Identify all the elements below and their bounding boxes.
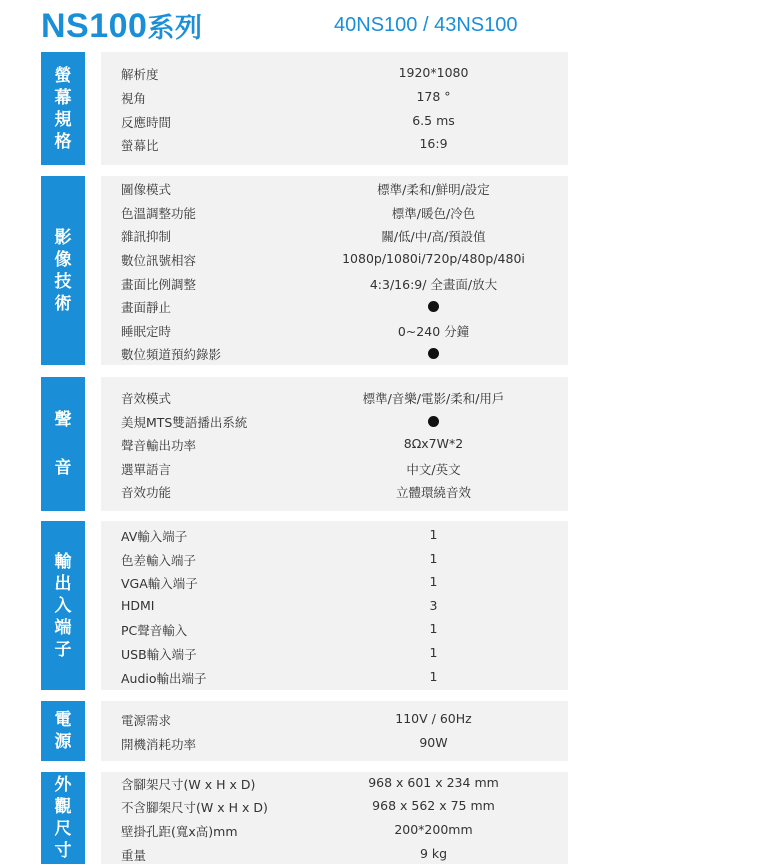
spec-row xyxy=(101,176,568,200)
spec-value: 1 xyxy=(429,668,438,684)
section-tab-char: 聲 xyxy=(54,410,72,430)
spec-value: 1 xyxy=(429,574,438,590)
spec-label: 雜訊抑制 xyxy=(121,229,172,245)
spec-row xyxy=(101,641,568,665)
spec-label: VGA輸入端子 xyxy=(121,576,198,592)
spec-row xyxy=(101,594,568,618)
section-tab-char: 子 xyxy=(54,639,72,660)
spec-label: 數位頻道預約錄影 xyxy=(121,347,222,363)
section-body xyxy=(101,772,568,864)
section-tab-char: 幕 xyxy=(54,87,72,108)
section-body xyxy=(101,521,568,690)
series-title xyxy=(41,6,202,46)
spec-row xyxy=(101,341,568,365)
spec-label: 聲音輸出功率 xyxy=(121,438,197,454)
section-tab xyxy=(41,521,85,690)
series-model: NS100 xyxy=(41,7,148,45)
spec-row xyxy=(101,771,568,795)
spec-value: 1 xyxy=(429,526,438,542)
spec-row xyxy=(101,617,568,641)
spec-value: 8Ωx7W*2 xyxy=(403,436,464,452)
spec-label: PC聲音輸入 xyxy=(121,623,188,639)
section-tab-char: 術 xyxy=(54,293,72,314)
section-tab-char: 出 xyxy=(54,573,72,594)
model-numbers: 40NS100 / 43NS100 xyxy=(334,14,518,36)
spec-row xyxy=(101,109,568,133)
header xyxy=(0,0,770,52)
spec-label: 壁掛孔距(寬x高)mm xyxy=(121,824,238,839)
spec-value: 關/低/中/高/預設值 xyxy=(381,229,486,245)
spec-row xyxy=(101,794,568,818)
spec-label: 電源需求 xyxy=(121,713,172,729)
spec-label: 睡眠定時 xyxy=(121,323,172,339)
section-tab xyxy=(41,52,85,165)
spec-value: 中文/英文 xyxy=(406,461,461,477)
section-tab xyxy=(41,176,85,365)
spec-value: 1 xyxy=(429,550,438,566)
spec-label: 畫面靜止 xyxy=(121,300,172,316)
spec-value: 標準/暖色/冷色 xyxy=(391,205,476,221)
spec-value: 1080p/1080i/720p/480p/480i xyxy=(342,250,525,266)
spec-label: 音效功能 xyxy=(121,485,172,501)
spec-value xyxy=(261,345,606,360)
section-tab xyxy=(41,377,85,511)
section-tab xyxy=(41,701,85,761)
section-dimensions xyxy=(41,772,568,864)
spec-value xyxy=(261,413,606,428)
spec-value: 178 ° xyxy=(416,88,451,104)
section-screen-spec xyxy=(41,52,568,165)
section-tab-char: 影 xyxy=(54,227,72,248)
spec-row xyxy=(101,523,568,547)
spec-label: 不含腳架尺寸(W x H x D) xyxy=(121,800,268,816)
section-tab-char: 規 xyxy=(54,109,72,130)
spec-row xyxy=(101,547,568,571)
series-suffix: 系列 xyxy=(147,13,203,44)
section-tab-char: 端 xyxy=(54,617,72,638)
supported-dot-icon xyxy=(428,348,439,359)
spec-row xyxy=(101,665,568,689)
spec-label: 反應時間 xyxy=(121,114,172,130)
spec-value: 968 x 601 x 234 mm xyxy=(368,774,499,790)
spec-row xyxy=(101,223,568,247)
spec-row xyxy=(101,456,568,480)
spec-value: 110V / 60Hz xyxy=(395,711,472,727)
spec-label: 含腳架尺寸(W x H x D) xyxy=(121,776,256,792)
section-body xyxy=(101,377,568,511)
spec-row xyxy=(101,294,568,318)
spec-value: 6.5 ms xyxy=(412,112,455,128)
spec-row xyxy=(101,247,568,271)
spec-label: 色溫調整功能 xyxy=(121,205,197,221)
spec-value: 立體環繞音效 xyxy=(395,485,471,501)
spec-label: Audio輸出端子 xyxy=(121,670,207,686)
spec-label: 美規MTS雙語播出系統 xyxy=(121,414,248,430)
spec-value: 9 kg xyxy=(419,845,448,861)
section-tab-char: 技 xyxy=(54,271,72,292)
spec-label: 重量 xyxy=(121,847,147,863)
section-tab-char: 輸 xyxy=(54,551,72,572)
spec-row xyxy=(101,271,568,295)
section-body xyxy=(101,52,568,165)
spec-label: 色差輸入端子 xyxy=(121,552,197,568)
section-power xyxy=(41,701,568,761)
section-tab-char: 音 xyxy=(54,458,72,478)
spec-row xyxy=(101,479,568,503)
spec-label: 音效模式 xyxy=(121,391,172,406)
spec-row xyxy=(101,385,568,409)
section-tab-char: 寸 xyxy=(54,841,72,861)
section-tab-char: 外 xyxy=(54,775,72,795)
spec-label: 視角 xyxy=(121,90,147,106)
spec-row xyxy=(101,731,568,755)
spec-row xyxy=(101,85,568,109)
section-io-ports xyxy=(41,521,568,690)
section-body xyxy=(101,701,568,761)
spec-value: 標準/音樂/電影/柔和/用戶 xyxy=(362,391,505,406)
spec-row xyxy=(101,61,568,85)
spec-row xyxy=(101,432,568,456)
section-tab-char: 入 xyxy=(54,595,72,616)
section-tab-char: 觀 xyxy=(54,797,72,817)
spec-row xyxy=(101,409,568,433)
spec-row xyxy=(101,570,568,594)
supported-dot-icon xyxy=(428,301,439,312)
section-body xyxy=(101,176,568,365)
spec-label: 數位訊號相容 xyxy=(121,252,197,268)
spec-value: 968 x 562 x 75 mm xyxy=(372,798,495,814)
spec-value: 1920*1080 xyxy=(398,65,469,81)
section-tab-char: 螢 xyxy=(54,65,72,86)
spec-value xyxy=(261,298,606,313)
section-image-tech xyxy=(41,176,568,365)
section-tab-char: 像 xyxy=(54,249,72,270)
spec-row xyxy=(101,200,568,224)
spec-label: HDMI xyxy=(121,597,155,613)
spec-row xyxy=(101,707,568,731)
spec-value: 1 xyxy=(429,644,438,660)
spec-label: 螢幕比 xyxy=(121,138,159,154)
supported-dot-icon xyxy=(428,416,439,427)
spec-value: 1 xyxy=(429,621,438,637)
section-tab-char: 源 xyxy=(54,732,72,752)
spec-value: 200*200mm xyxy=(394,822,473,837)
spec-label: 選單語言 xyxy=(121,461,172,477)
section-tab-char: 尺 xyxy=(54,819,72,839)
spec-label: 圖像模式 xyxy=(121,182,172,198)
spec-label: 開機消耗功率 xyxy=(121,737,197,752)
section-tab xyxy=(41,772,85,864)
section-tab-char: 電 xyxy=(54,710,72,730)
spec-value: 90W xyxy=(419,735,448,750)
section-tab-char: 格 xyxy=(54,131,72,152)
spec-label: 解析度 xyxy=(121,67,159,83)
spec-value: 4:3/16:9/ 全畫面/放大 xyxy=(369,276,498,292)
spec-row xyxy=(101,818,568,842)
spec-value: 0~240 分鐘 xyxy=(397,323,470,339)
spec-row xyxy=(101,318,568,342)
spec-value: 3 xyxy=(429,597,438,613)
section-audio xyxy=(41,377,568,511)
spec-value: 16:9 xyxy=(419,136,448,152)
spec-row xyxy=(101,842,568,866)
spec-row xyxy=(101,132,568,156)
spec-label: 畫面比例調整 xyxy=(121,276,197,292)
spec-value: 標準/柔和/鮮明/設定 xyxy=(377,182,490,198)
spec-label: USB輸入端子 xyxy=(121,646,197,662)
spec-label: AV輸入端子 xyxy=(121,528,188,544)
